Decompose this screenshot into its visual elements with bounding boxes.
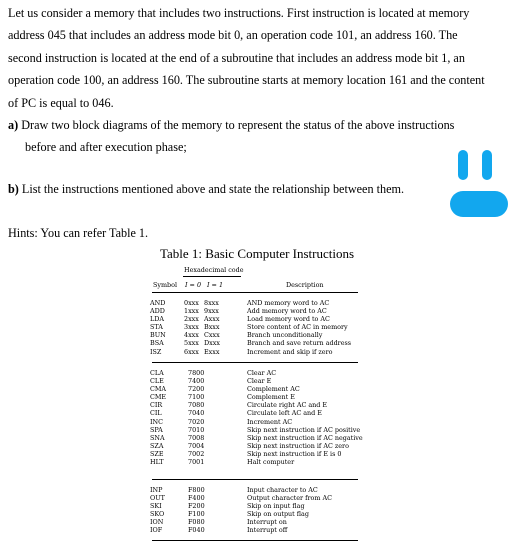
question-a-line2: before and after execution phase; — [25, 140, 187, 155]
cell-hex: 7080 — [188, 401, 205, 410]
cell-hex: F100 — [188, 510, 205, 519]
table-row — [150, 323, 360, 331]
redaction-mark — [450, 191, 508, 217]
table-row — [150, 518, 360, 526]
question-a-line1: Draw two block diagrams of the memory to represent the status of the above instructions — [21, 118, 455, 132]
cell-symbol: CIR — [150, 401, 163, 410]
redaction-mark — [458, 150, 468, 180]
cell-i0: 0xxx — [184, 299, 199, 307]
question-a — [8, 114, 502, 159]
memory-reference-group — [150, 299, 360, 356]
table-row — [150, 369, 360, 377]
cell-symbol: BSA — [150, 339, 164, 348]
cell-symbol: SNA — [150, 433, 165, 442]
intro-line: of PC is equal to 046. — [8, 95, 114, 110]
table-row — [150, 348, 360, 356]
cell-desc: Interrupt on — [247, 518, 287, 527]
cell-i1: Axxx — [204, 315, 220, 324]
cell-hex: 7200 — [188, 385, 205, 394]
table-rule — [152, 292, 358, 293]
cell-desc: Output character from AC — [247, 494, 332, 503]
cell-desc: Circulate right AC and E — [247, 401, 328, 410]
hint-text: Hints: You can refer Table 1. — [8, 226, 149, 240]
table-row — [150, 526, 360, 534]
cell-hex: F400 — [188, 494, 205, 503]
table-row — [150, 510, 360, 518]
cell-hex: 7004 — [188, 441, 205, 450]
cell-symbol: ADD — [150, 307, 165, 316]
table-rule — [152, 362, 358, 363]
cell-i1: 8xxx — [204, 299, 219, 307]
cell-symbol: ISZ — [150, 347, 162, 356]
table-row — [150, 299, 360, 307]
col-header-i1: I = 1 — [207, 281, 224, 289]
cell-desc: Skip on output flag — [247, 510, 309, 519]
cell-hex: 7020 — [188, 417, 205, 426]
cell-desc: Skip next instruction if AC zero — [247, 441, 349, 450]
intro-line: Let us consider a memory that includes two instructions. First instruction is located at memory — [8, 6, 470, 20]
table-row — [150, 426, 360, 434]
cell-desc: Increment AC — [247, 417, 293, 426]
cell-symbol: CLE — [150, 377, 164, 386]
hex-code-header: Hexadecimal code — [184, 266, 244, 274]
cell-desc: Skip next instruction if AC positive — [247, 425, 361, 434]
cell-desc: Add memory word to AC — [247, 307, 327, 316]
table-row — [150, 502, 360, 510]
table-row — [150, 331, 360, 339]
cell-desc: Load memory word to AC — [247, 315, 330, 324]
cell-desc: Branch and save return address — [247, 339, 352, 348]
cell-hex: F040 — [188, 526, 205, 535]
table-row — [150, 385, 360, 393]
cell-desc: Circulate left AC and E — [247, 409, 322, 418]
cell-i1: Dxxx — [204, 339, 220, 348]
cell-desc: Skip on input flag — [247, 502, 305, 511]
table-row — [150, 433, 363, 442]
cell-i1: Exxx — [204, 347, 220, 356]
cell-i0: 6xxx — [184, 347, 199, 356]
intro-line: address 045 that includes an address mode bit 0, an operation code 101, an address 160. The — [8, 28, 458, 43]
cell-hex: F800 — [188, 486, 205, 494]
table-row — [150, 339, 360, 347]
cell-hex: 7800 — [188, 369, 205, 377]
table-row — [150, 409, 360, 417]
cell-hex: F080 — [188, 518, 205, 527]
cell-symbol: HLT — [150, 458, 164, 467]
col-header-symbol: Symbol — [153, 281, 178, 289]
cell-hex: 7100 — [188, 393, 205, 402]
register-reference-group — [150, 369, 363, 467]
cell-desc: Clear E — [247, 377, 272, 386]
table-row — [150, 458, 360, 466]
cell-desc: Increment and skip if zero — [247, 347, 333, 356]
cell-desc: Interrupt off — [247, 526, 288, 535]
cell-desc: Halt computer — [247, 458, 295, 467]
cell-symbol: BUN — [150, 331, 166, 340]
intro-line: operation code 100, an address 160. The subroutine starts at memory location 161 and the content — [8, 73, 485, 88]
cell-symbol: CLA — [150, 369, 164, 377]
table-row — [150, 418, 360, 426]
question-b — [8, 178, 404, 200]
table-rule — [152, 479, 358, 480]
cell-symbol: CMA — [150, 385, 167, 394]
cell-hex: 7002 — [188, 449, 205, 458]
cell-hex: 7010 — [188, 425, 205, 434]
cell-i0: 5xxx — [184, 339, 199, 348]
cell-i1: Bxxx — [204, 323, 220, 332]
cell-i1: 9xxx — [204, 307, 219, 316]
table-caption: Table 1: Basic Computer Instructions — [160, 246, 355, 261]
col-header-i0: I = 0 — [185, 281, 202, 289]
cell-desc: Input character to AC — [247, 486, 318, 494]
cell-symbol: CIL — [150, 409, 162, 418]
cell-symbol: INC — [150, 417, 164, 426]
question-b-text: List the instructions mentioned above and state the relationship between them. — [21, 182, 405, 196]
redaction-mark — [482, 150, 492, 180]
cell-desc: Complement E — [247, 393, 295, 402]
cell-hex: 7001 — [188, 458, 205, 467]
cell-i0: 1xxx — [184, 307, 199, 316]
cell-symbol: SKI — [150, 502, 162, 511]
question-b-label: b) — [8, 182, 19, 196]
cell-symbol: OUT — [150, 494, 165, 503]
cell-desc: Branch unconditionally — [247, 331, 323, 340]
cell-symbol: STA — [150, 323, 163, 332]
cell-desc: Store content of AC in memory — [247, 323, 348, 332]
cell-symbol: SZE — [150, 449, 164, 458]
table-row — [150, 393, 360, 401]
table-row — [150, 307, 360, 315]
cell-symbol: LDA — [150, 315, 164, 324]
cell-symbol: INP — [150, 486, 163, 494]
table-row — [150, 401, 360, 409]
cell-symbol: SKO — [150, 510, 165, 519]
table-row — [150, 315, 360, 323]
cell-i0: 4xxx — [184, 331, 199, 340]
table-row — [150, 486, 360, 494]
cell-hex: 7400 — [188, 377, 205, 386]
instruction-table — [150, 263, 363, 541]
table-rule — [152, 540, 358, 541]
cell-symbol: CME — [150, 393, 167, 402]
header-divider — [183, 276, 241, 277]
intro-paragraph — [8, 2, 502, 114]
cell-desc: AND memory word to AC — [247, 299, 330, 307]
cell-symbol: AND — [150, 299, 166, 307]
intro-line: second instruction is located at the end of a subroutine that includes an address mode bit 1, an — [8, 50, 465, 65]
table-row — [150, 450, 360, 458]
cell-desc: Skip next instruction if AC negative — [247, 433, 363, 442]
cell-symbol: SZA — [150, 441, 164, 450]
cell-i0: 3xxx — [184, 323, 199, 332]
cell-symbol: SPA — [150, 425, 163, 434]
cell-desc: Clear AC — [247, 369, 277, 377]
cell-hex: 7040 — [188, 409, 205, 418]
io-reference-group — [150, 486, 360, 535]
cell-symbol: ION — [150, 518, 164, 527]
col-header-description: Description — [286, 281, 324, 289]
cell-i0: 2xxx — [184, 315, 199, 324]
table-row — [150, 494, 360, 502]
cell-symbol: IOF — [150, 526, 163, 535]
cell-desc: Skip next instruction if E is 0 — [247, 449, 342, 458]
cell-hex: F200 — [188, 502, 205, 511]
cell-desc: Complement AC — [247, 385, 300, 394]
table-row — [150, 377, 360, 385]
cell-hex: 7008 — [188, 433, 205, 442]
table-row — [150, 442, 360, 450]
cell-i1: Cxxx — [204, 331, 220, 340]
question-a-label: a) — [8, 118, 19, 132]
